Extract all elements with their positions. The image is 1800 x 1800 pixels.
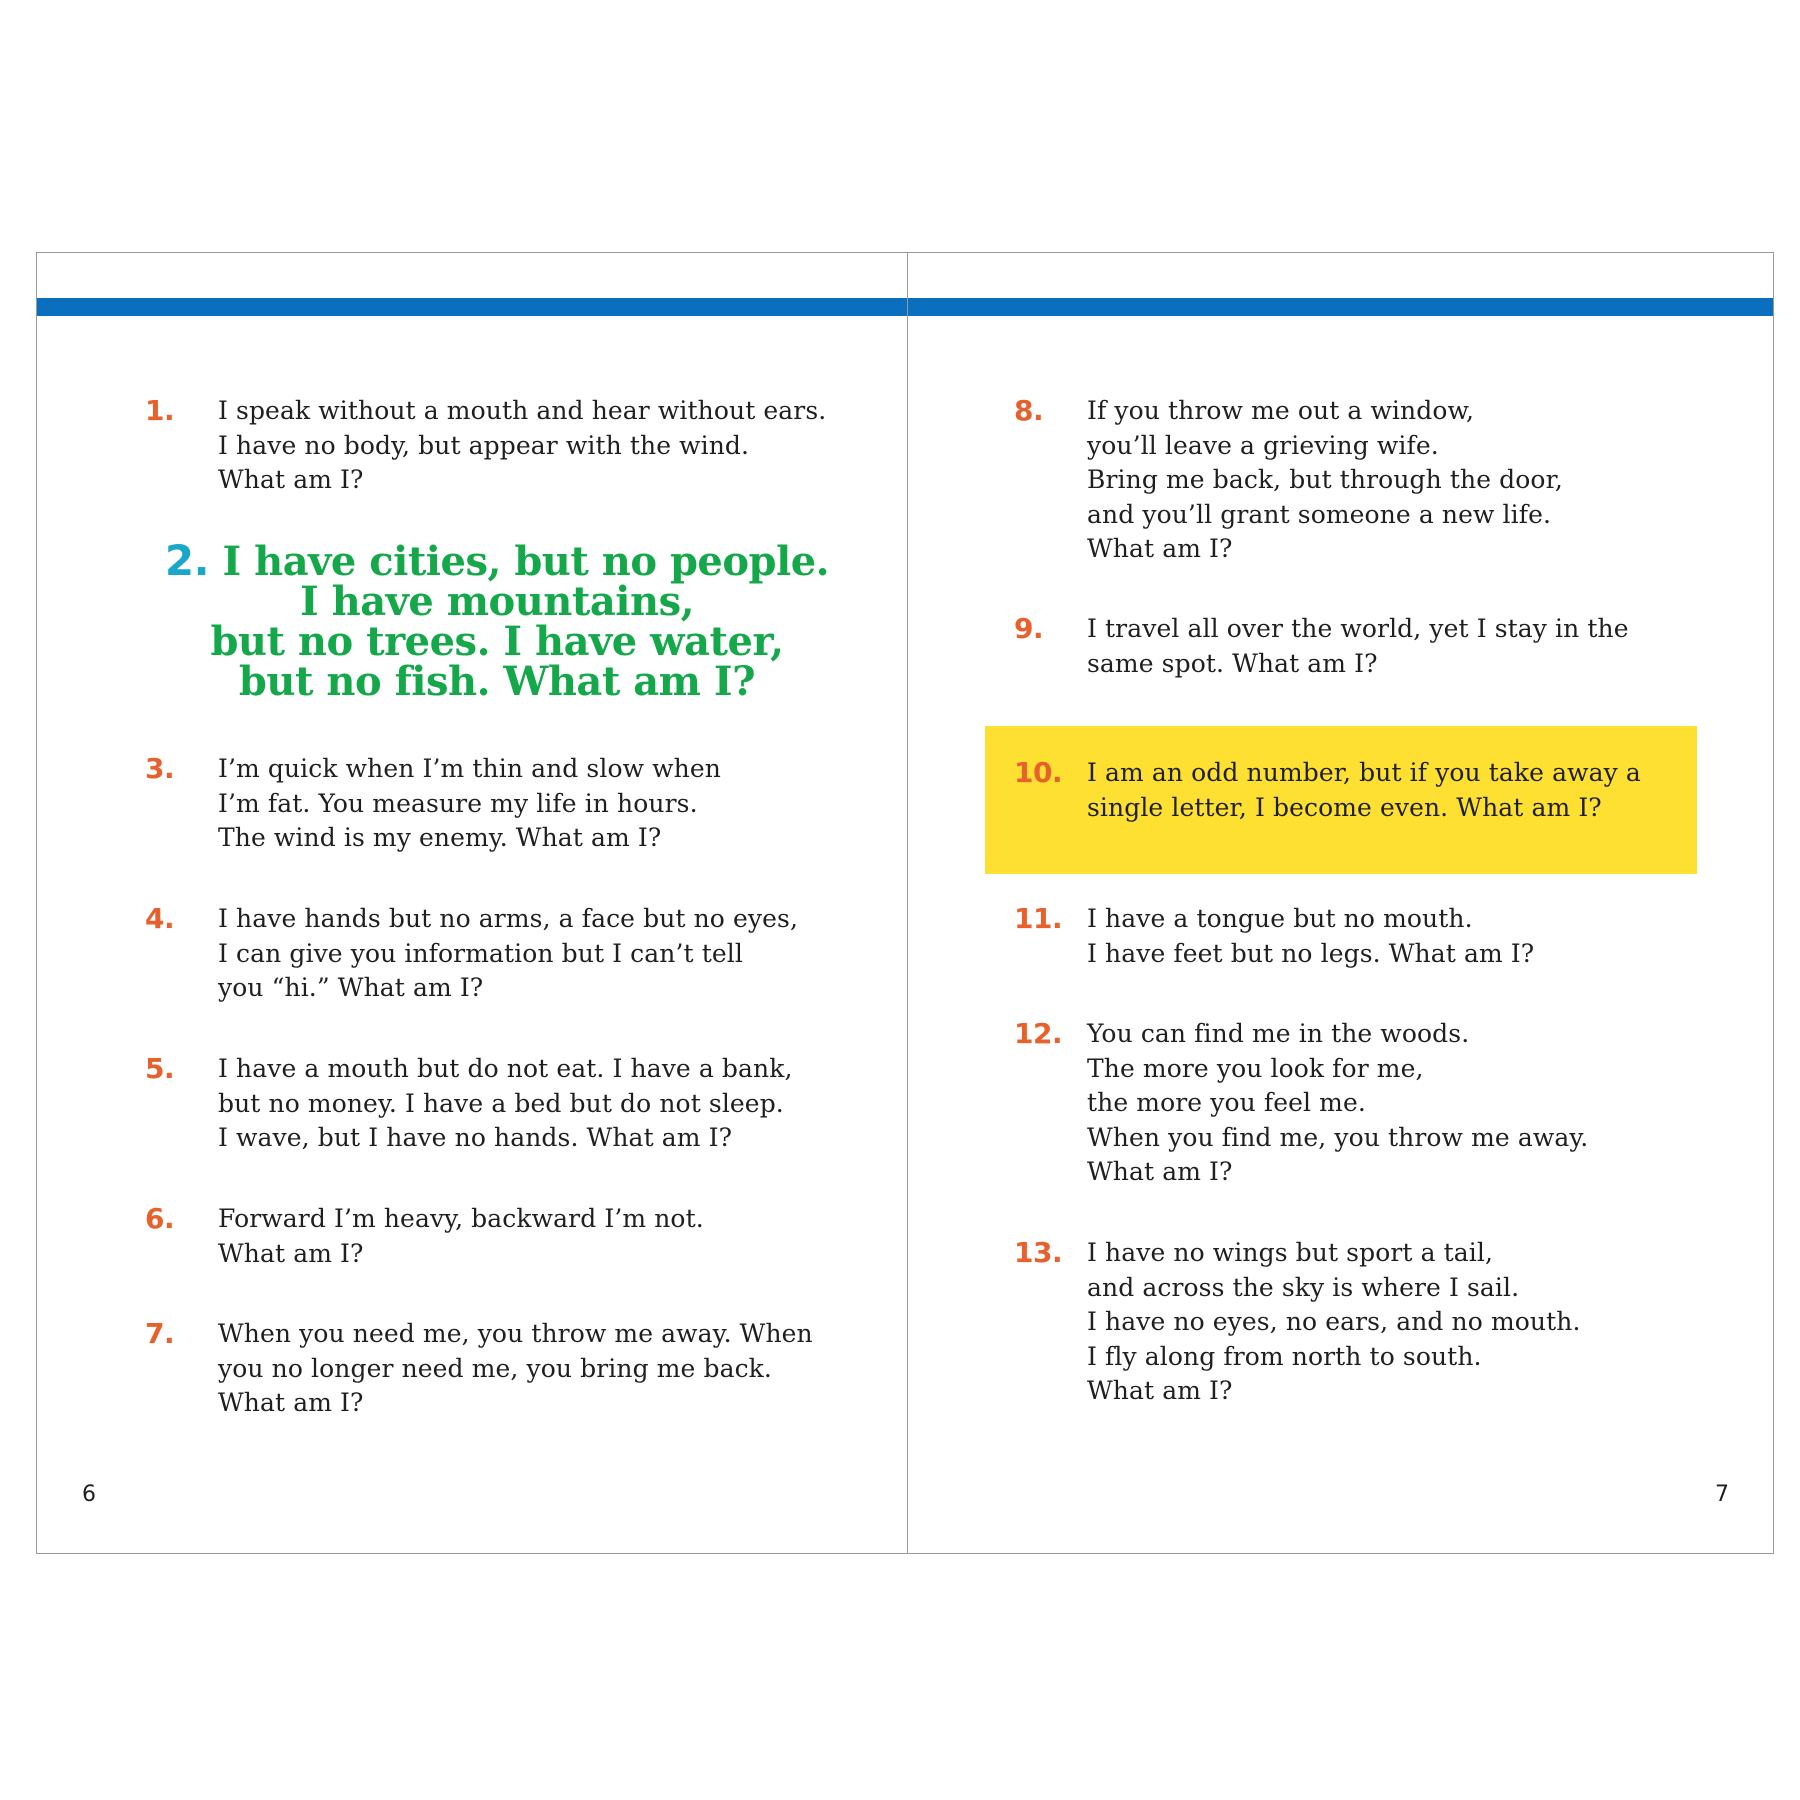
riddle-text: I’m quick when I’m thin and slow when I’m fat. You measure my life in hours. The wind is my enemy. What am I? xyxy=(218,754,721,852)
header-rule xyxy=(37,298,1773,316)
riddle-text: You can find me in the woods. The more you look for me, the more you feel me. When you find me, you throw me away. What am I? xyxy=(1087,1019,1589,1186)
page-gutter xyxy=(907,253,908,1553)
riddle-13 xyxy=(1014,1236,1581,1409)
riddle-number: 13. xyxy=(1014,1236,1063,1269)
riddle-12 xyxy=(1014,1017,1588,1190)
riddle-text: I am an odd number, but if you take away a single letter, I become even. What am I? xyxy=(1087,758,1641,822)
riddle-text: Forward I’m heavy, backward I’m not. What am I? xyxy=(218,1204,704,1268)
riddle-number: 7. xyxy=(145,1317,175,1350)
riddle-text: I have a mouth but do not eat. I have a bank, but no money. I have a bed but do not sleep. I wave, but I have no hands. What am I? xyxy=(218,1054,793,1152)
riddle-number: 3. xyxy=(145,752,175,785)
riddle-text: When you need me, you throw me away. When you no longer need me, you bring me back. What am I? xyxy=(218,1319,813,1417)
book-spread xyxy=(36,252,1774,1554)
riddle-5 xyxy=(145,1052,793,1156)
riddle-7 xyxy=(145,1317,813,1421)
riddle-8 xyxy=(1014,394,1563,567)
riddle-number: 5. xyxy=(145,1052,175,1085)
riddle-number: 4. xyxy=(145,902,175,935)
riddle-number: 12. xyxy=(1014,1017,1063,1050)
riddle-6 xyxy=(145,1202,704,1271)
riddle-number: 6. xyxy=(145,1202,175,1235)
riddle-number: 9. xyxy=(1014,612,1044,645)
riddle-11 xyxy=(1014,902,1534,971)
page-number-right: 7 xyxy=(1715,1482,1729,1507)
riddle-number: 1. xyxy=(145,394,175,427)
riddle-number: 8. xyxy=(1014,394,1044,427)
riddle-9 xyxy=(1014,612,1629,681)
featured-riddle-number: 2. xyxy=(164,536,210,585)
page-number-left: 6 xyxy=(82,1482,96,1507)
riddle-text: I have hands but no arms, a face but no eyes, I can give you information but I can’t tell you “hi.” What am I? xyxy=(218,904,799,1002)
riddle-text: If you throw me out a window, you’ll leave a grieving wife. Bring me back, but through the door, and you’ll grant someone a new life. What am I? xyxy=(1087,396,1563,563)
riddle-3 xyxy=(145,752,721,856)
riddle-text: I have no wings but sport a tail, and across the sky is where I sail. I have no eyes, no ears, and no mouth. I fly along from north to south. What am I? xyxy=(1087,1238,1581,1405)
riddle-number: 10. xyxy=(1014,756,1063,789)
riddle-text: I speak without a mouth and hear without ears. I have no body, but appear with the wind. What am I? xyxy=(218,396,827,494)
riddle-1 xyxy=(145,394,826,498)
riddle-number: 11. xyxy=(1014,902,1063,935)
featured-riddle xyxy=(152,536,842,705)
riddle-10 xyxy=(1014,756,1641,825)
featured-riddle-text: I have cities, but no people. I have mountains, but no trees. I have water, but no fish. What am I? xyxy=(210,538,830,705)
riddle-text: I have a tongue but no mouth. I have feet but no legs. What am I? xyxy=(1087,904,1535,968)
riddle-4 xyxy=(145,902,798,1006)
riddle-text: I travel all over the world, yet I stay in the same spot. What am I? xyxy=(1087,614,1629,678)
